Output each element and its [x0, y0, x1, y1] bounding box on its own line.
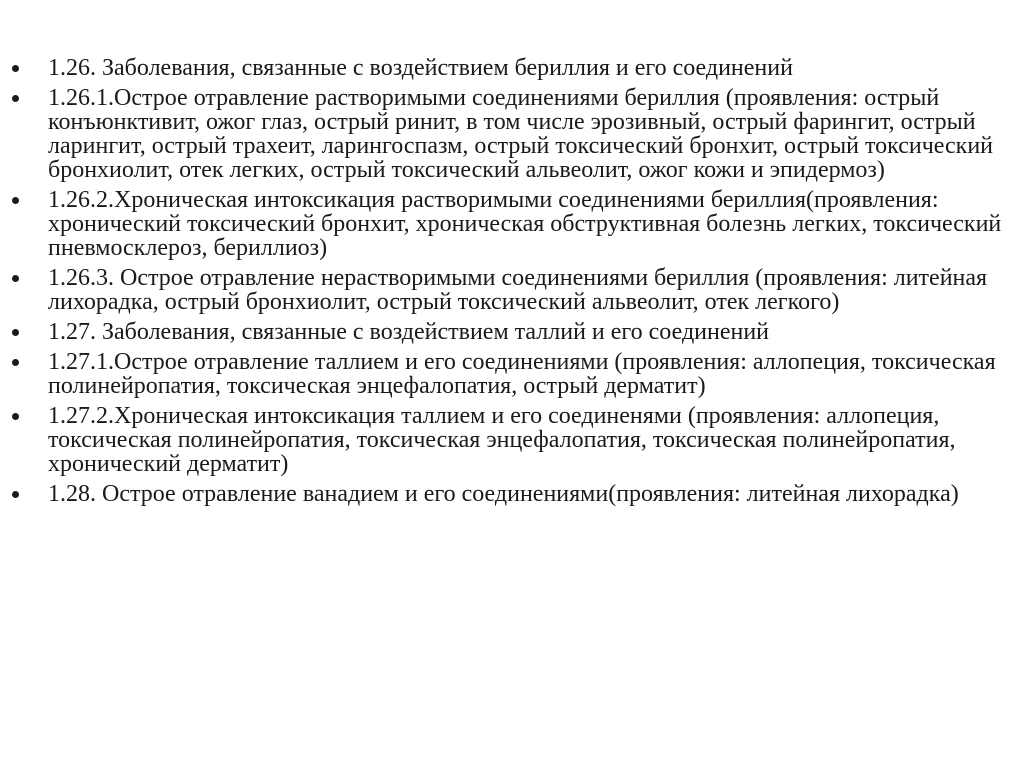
list-item	[0, 482, 1024, 506]
bullet-list	[0, 56, 1024, 512]
bullet-dot-icon	[12, 197, 19, 204]
list-item-text: 1.27. Заболевания, связанные с воздействием таллий и его соединений	[48, 319, 770, 345]
list-item	[0, 350, 1024, 398]
list-item-text: 1.26. Заболевания, связанные с воздействием бериллия и его соединений	[48, 55, 793, 81]
bullet-dot-icon	[12, 491, 19, 498]
list-item-text: 1.26.1.Острое отравление растворимыми соединениями бериллия (проявления: острый конъюнктивит, ожог глаз, острый ринит, в том числе эрозивный, острый фарингит, острый ларингит, острый трахеит, ларингоспазм, острый токсический бронхит, острый токсический бронхиолит, отек легких, острый токсический альвеолит, ожог кожи и эпидермоз)	[48, 85, 994, 183]
bullet-dot-icon	[12, 275, 19, 282]
list-item	[0, 86, 1024, 182]
bullet-dot-icon	[12, 329, 19, 336]
bullet-dot-icon	[12, 413, 19, 420]
bullet-dot-icon	[12, 65, 19, 72]
list-item-text: 1.28. Острое отравление ванадием и его соединениями(проявления: литейная лихорадка)	[48, 481, 959, 507]
list-item-text: 1.26.3. Острое отравление нерастворимыми соединениями бериллия (проявления: литейная лихорадка, острый бронхиолит, острый токсический альвеолит, отек легкого)	[48, 265, 988, 315]
list-item-text: 1.27.2.Хроническая интоксикация таллием и его соединенями (проявления: аллопеция, токсическая полинейропатия, токсическая энцефалопатия, токсическая полинейропатия, хронический дерматит)	[48, 403, 956, 477]
list-item	[0, 56, 1024, 80]
list-item	[0, 266, 1024, 314]
list-item	[0, 404, 1024, 476]
bullet-dot-icon	[12, 359, 19, 366]
list-item	[0, 320, 1024, 344]
list-item-text: 1.27.1.Острое отравление таллием и его соединениями (проявления: аллопеция, токсическая полинейропатия, токсическая энцефалопатия, острый дерматит)	[48, 349, 996, 399]
list-item	[0, 188, 1024, 260]
list-item-text: 1.26.2.Хроническая интоксикация растворимыми соединениями бериллия(проявления: хронический токсический бронхит, хроническая обструктивная болезнь легких, токсический пневмосклероз, бериллиоз)	[48, 187, 1002, 261]
bullet-dot-icon	[12, 95, 19, 102]
